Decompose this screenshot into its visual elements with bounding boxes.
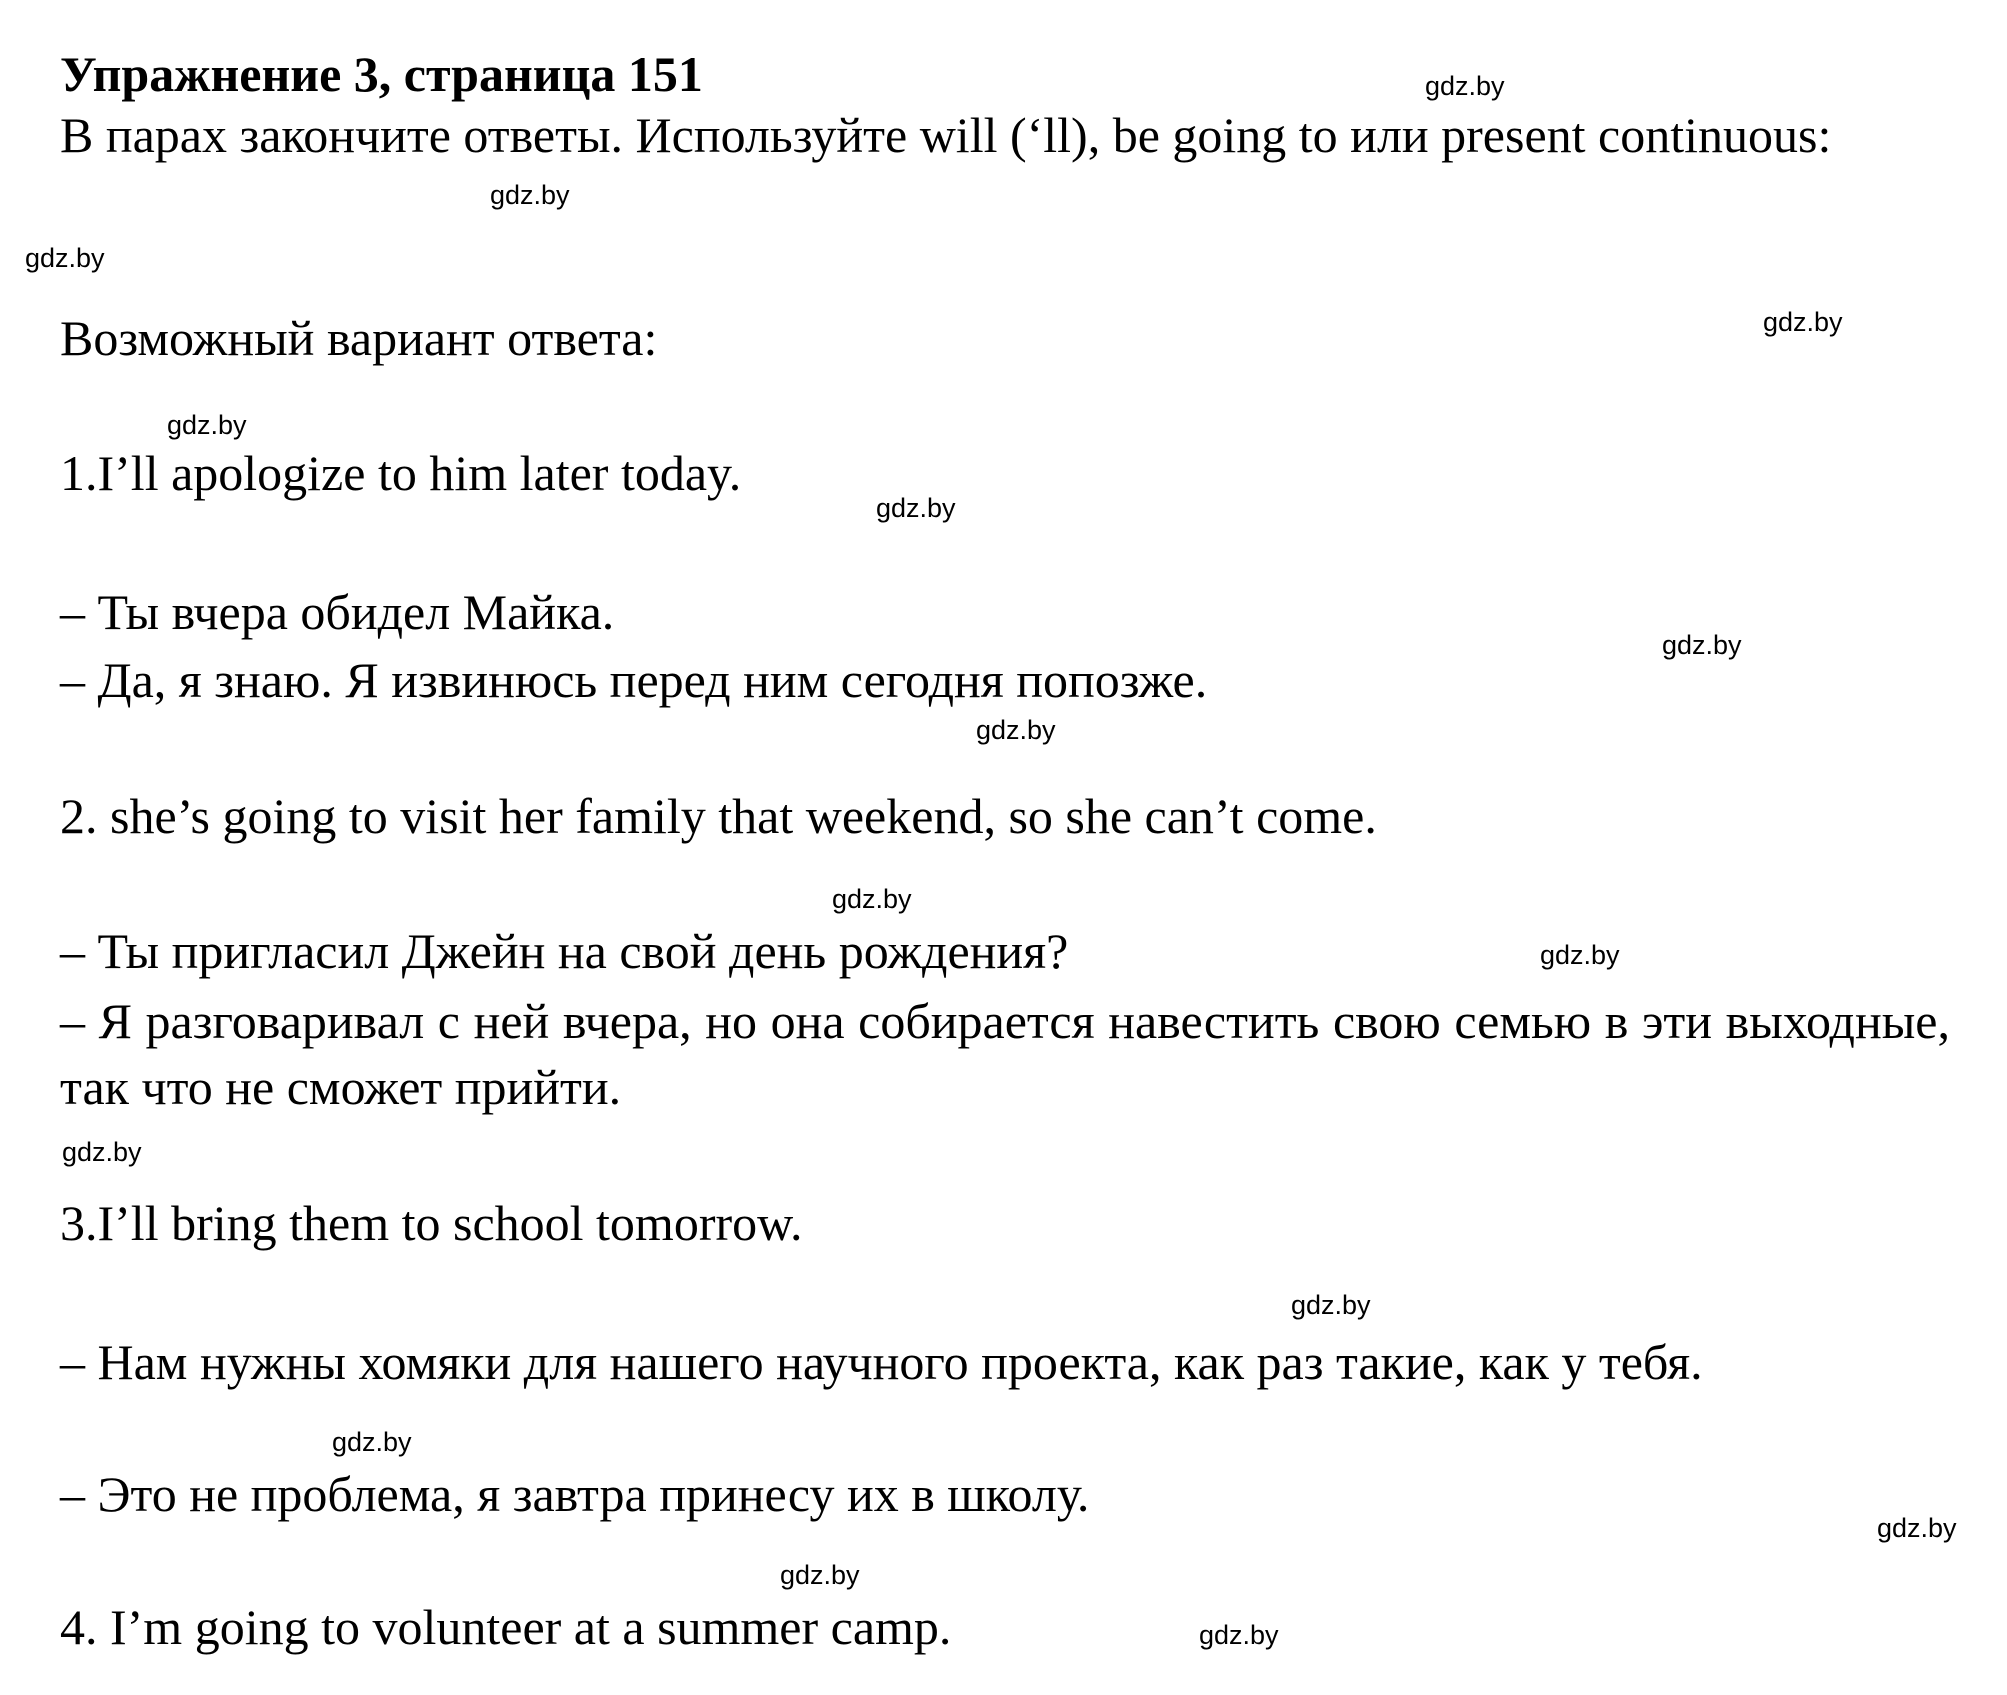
watermark: gdz.by: [490, 180, 570, 210]
exercise-title: Упражнение 3, страница 151: [60, 46, 703, 102]
answer-3: 3.I’ll bring them to school tomorrow.: [60, 1195, 803, 1251]
watermark: gdz.by: [876, 493, 956, 523]
dialogue-2-line-1: – Ты пригласил Джейн на свой день рождения?: [60, 923, 1069, 979]
watermark: gdz.by: [1540, 940, 1620, 970]
dialogue-1-line-1: – Ты вчера обидел Майка.: [60, 584, 615, 640]
watermark: gdz.by: [832, 884, 912, 914]
dialogue-2-line-2: – Я разговаривал с ней вчера, но она собирается навестить свою семью в эти выходные, так что не сможет прийти.: [60, 993, 1950, 1115]
answer-heading: Возможный вариант ответа:: [60, 310, 658, 366]
answer-4: 4. I’m going to volunteer at a summer camp.: [60, 1599, 952, 1655]
watermark: gdz.by: [167, 410, 247, 440]
watermark: gdz.by: [25, 243, 105, 273]
instruction-text: В парах закончите ответы. Используйте will (‘ll), be going to или present continuous:: [60, 107, 1832, 163]
watermark: gdz.by: [1425, 71, 1505, 101]
answer-2: 2. she’s going to visit her family that weekend, so she can’t come.: [60, 788, 1377, 844]
watermark: gdz.by: [1291, 1290, 1371, 1320]
dialogue-3-line-1: – Нам нужны хомяки для нашего научного проекта, как раз такие, как у тебя.: [60, 1334, 1703, 1390]
watermark: gdz.by: [1877, 1513, 1957, 1543]
watermark: gdz.by: [976, 715, 1056, 745]
watermark: gdz.by: [1662, 630, 1742, 660]
answer-1: 1.I’ll apologize to him later today.: [60, 445, 742, 501]
watermark: gdz.by: [1199, 1620, 1279, 1650]
dialogue-3-line-2: – Это не проблема, я завтра принесу их в школу.: [60, 1466, 1090, 1522]
watermark: gdz.by: [780, 1560, 860, 1590]
watermark: gdz.by: [62, 1137, 142, 1167]
dialogue-1-line-2: – Да, я знаю. Я извинюсь перед ним сегодня попозже.: [60, 652, 1208, 708]
watermark: gdz.by: [1763, 307, 1843, 337]
watermark: gdz.by: [332, 1427, 412, 1457]
